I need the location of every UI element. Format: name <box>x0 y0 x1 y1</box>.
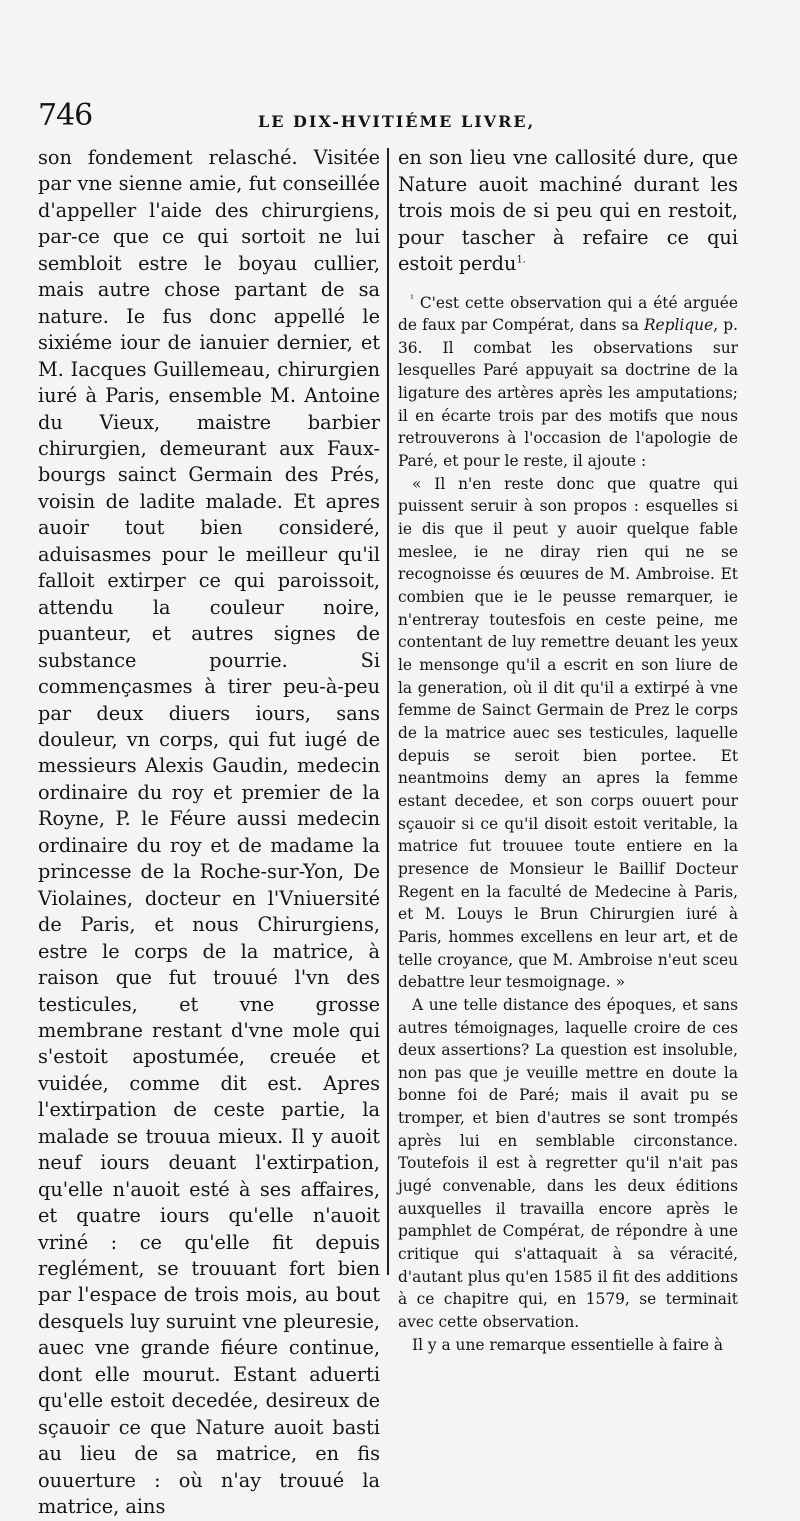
footnote-reference: 1. <box>516 254 526 266</box>
page-header <box>38 98 758 142</box>
left-column <box>38 145 380 1521</box>
footnote-p1-b: , p. 36. Il combat les observations sur lesquelles Paré appuyait sa doctrine de la ligature des artères après les amputations; il en écarte trois par des motifs que nous retrouverons à l'occasion de l'apologie de Paré, et pour le reste, il ajoute : <box>398 316 739 471</box>
footnote-marker: ¹ <box>410 293 415 305</box>
footnote <box>398 292 738 1357</box>
footnote-paragraph-3: A une telle distance des époques, et sans autres témoignages, laquelle croire de ces deux assertions? La question est insoluble, non pas que je veuille mettre en doute la bonne foi de Paré; mais il avait pu se tromper, et bien d'autres se sont trompés après lui en semblable circonstance. Toutefois il est à regretter qu'il n'ait pas jugé convenable, dans les deux éditions auxquelles il travailla encore après le pamphlet de Compérat, de répondre à une critique qui s'attaquait à sa véracité, d'autant plus qu'en 1585 il fit des additions à ce chapitre qui, en 1579, se terminait avec cette observation. <box>398 995 738 1332</box>
page-number: 746 <box>38 98 93 133</box>
right-column <box>398 145 738 1356</box>
footnote-paragraph-4: Il y a une remarque essentielle à faire à <box>412 1335 724 1354</box>
footnote-paragraph-1 <box>398 292 738 473</box>
footnote-p1-title: Replique <box>643 316 714 335</box>
column-divider <box>387 148 389 1275</box>
footnote-paragraph-2: « Il n'en reste donc que quatre qui puissent seruir à son propos : esquelles si ie dis que il peut y auoir quelque fable meslee, ie ne diray rien qui ne se recognoisse és œuures de M. Ambroise. Et combien que ie le peusse remarquer, ie n'entreray toutesfois en ceste peine, me contentant de luy remettre deuant les yeux le mensonge qu'il a escrit en son liure de la generation, où il dit qu'il a extirpé à vne femme de Sainct Germain de Prez le corps de la matrice auec ses testicules, laquelle depuis se seroit bien portee. Et neantmoins demy an apres la femme estant decedee, et son corps ouuert pour sçauoir si ce qu'il disoit estoit veritable, la matrice fut trouuee toute entiere en la presence de Monsieur le Baillif Docteur Regent en la faculté de Medecine à Paris, et M. Louys le Brun Chirurgien iuré à Paris, hommes excellens en leur art, et de telle croyance, que M. Ambroise n'eut sceu debattre leur tesmoignage. » <box>398 474 738 992</box>
right-column-body: en son lieu vne callosité dure, que Nature auoit machiné durant les trois mois de si peu qui en restoit, pour tascher à refaire ce qui estoit perdu <box>398 146 738 275</box>
right-column-text <box>398 145 738 278</box>
footnote-p1-a: C'est cette observation qui a été arguée de faux par Compérat, dans sa <box>398 293 738 335</box>
running-head: LE DIX-HVITIÉME LIVRE, <box>258 112 536 131</box>
left-column-text: son fondement relasché. Visitée par vne sienne amie, fut conseillée d'appeller l'aide des chirurgiens, par-ce que ce qui sortoit ne lui sembloit estre le boyau cullier, mais autre chose partant de sa nature. Ie fus donc appellé le sixiéme iour de ianuier dernier, et M. Iacques Guillemeau, chirurgien iuré à Paris, ensemble M. Antoine du Vieux, maistre barbier chirurgien, demeurant aux Faux-bourgs sainct Germain des Prés, voisin de ladite malade. Et apres auoir tout bien consideré, aduisasmes pour le meilleur qu'il falloit extirper ce qui paroissoit, attendu la couleur noire, puanteur, et autres signes de substance pourrie. Si commençasmes à tirer peu-à-peu par deux diuers iours, sans douleur, vn corps, qui fut iugé de messieurs Alexis Gaudin, medecin ordinaire du roy et premier de la Royne, P. le Féure aussi medecin ordinaire du roy et de madame la princesse de la Roche-sur-Yon, De Violaines, docteur en l'Vniuersité de Paris, et nous Chirurgiens, estre le corps de la matrice, à raison que fut trouué l'vn des testicules, et vne grosse membrane restant d'vne mole qui s'estoit apostumée, creuée et vuidée, comme dit est. Apres l'extirpation de ceste partie, la malade se trouua mieux. Il y auoit neuf iours deuant l'extirpation, qu'elle n'auoit esté à ses affaires, et quatre iours qu'elle n'auoit vriné : ce qu'elle fit depuis reglément, se trouuant fort bien par l'espace de trois mois, au bout desquels luy suruint vne pleuresie, auec vne grande fiéure continue, dont elle mourut. Estant aduerti qu'elle estoit decedée, desireux de sçauoir ce que Nature auoit basti au lieu de sa matrice, en fis ouuerture : où n'ay trouué la matrice, ains <box>38 146 380 1519</box>
